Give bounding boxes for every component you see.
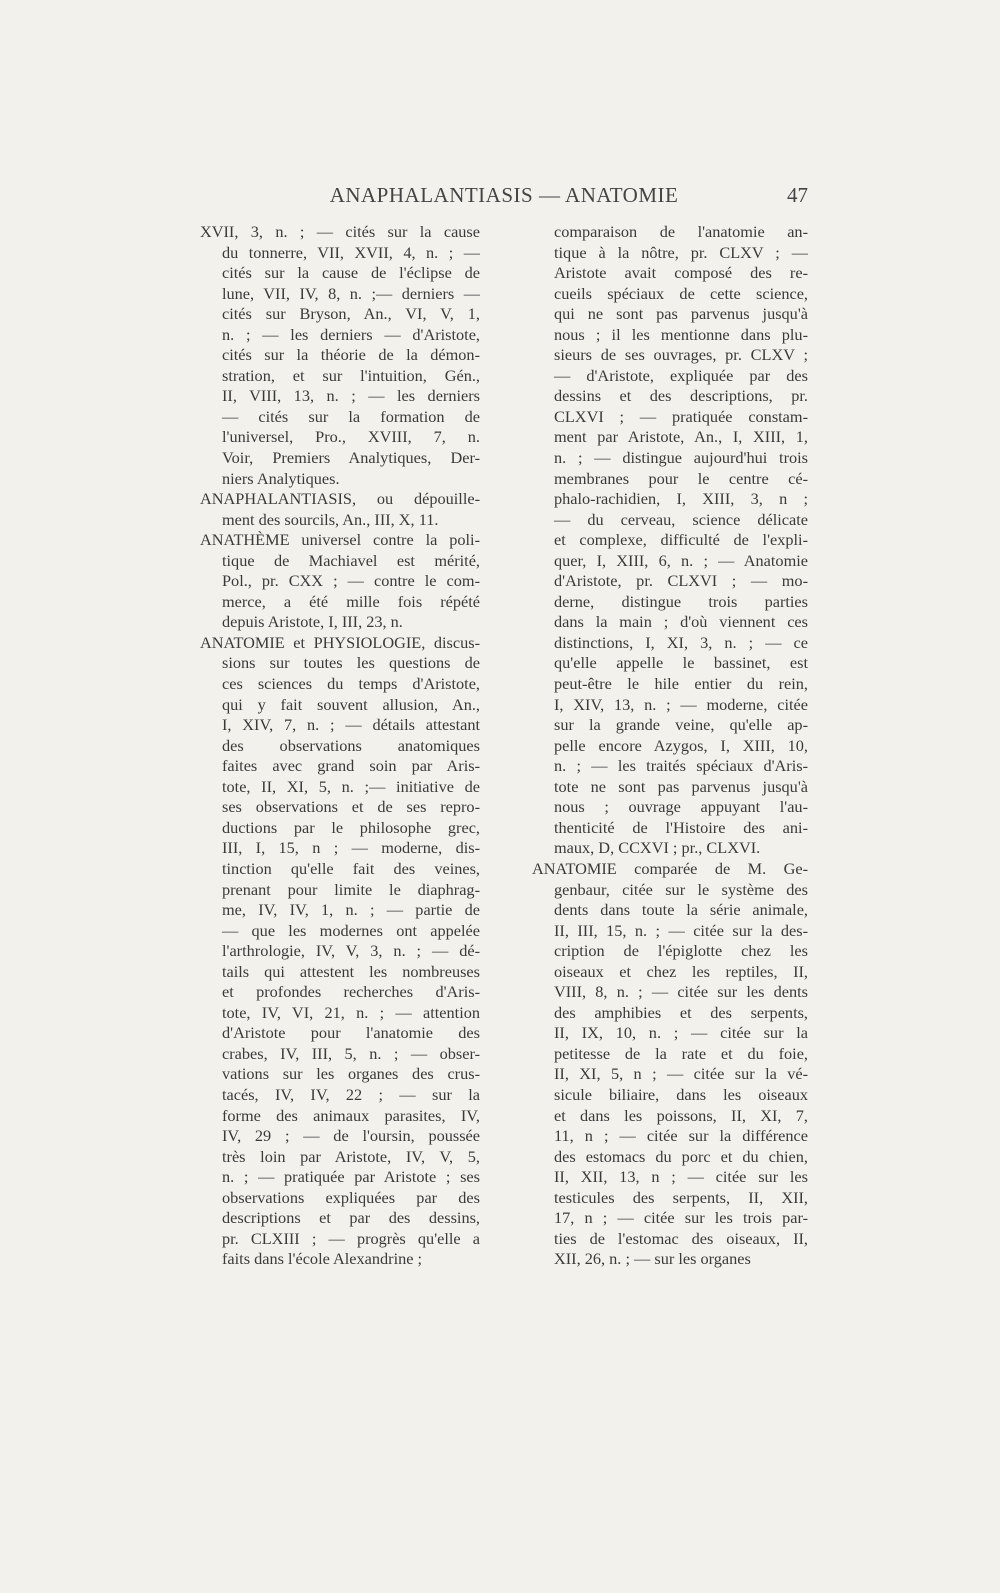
index-line: tinction qu'elle fait des veines, (222, 858, 480, 878)
index-line: des amphibies et des serpents, (554, 1002, 808, 1022)
index-line: XII, 26, n. ; — sur les organes (554, 1249, 751, 1269)
index-line: d'Aristote, pr. CLXVI ; — mo- (554, 571, 808, 591)
index-line: ces sciences du temps d'Aristote, (222, 674, 480, 694)
index-line: dans la main ; d'où viennent ces (554, 612, 808, 632)
index-line: Pol., pr. CXX ; — contre le com- (222, 571, 480, 591)
index-line: merce, a été mille fois répété (222, 591, 480, 611)
index-line: lune, VII, IV, 8, n. ;— derniers — (222, 283, 480, 303)
index-line: cription de l'épiglotte chez les (554, 941, 808, 961)
index-line: des estomacs du porc et du chien, (554, 1146, 808, 1166)
index-line: tote, II, XI, 5, n. ;— initiative de (222, 776, 480, 796)
index-line: tote, IV, VI, 21, n. ; — attention (222, 1002, 480, 1022)
index-line: me, IV, IV, 1, n. ; — partie de (222, 900, 480, 920)
index-line: l'universel, Pro., XVIII, 7, n. (222, 427, 480, 447)
index-line: phalo-rachidien, I, XIII, 3, n ; (554, 489, 808, 509)
index-line: forme des animaux parasites, IV, (222, 1105, 480, 1125)
index-line: cités sur la théorie de la démon- (222, 345, 480, 365)
index-line: distinctions, I, XI, 3, n. ; — ce (554, 632, 808, 652)
index-line: faits dans l'école Alexandrine ; (222, 1249, 423, 1269)
index-line: II, III, 15, n. ; — citée sur la des- (554, 920, 808, 940)
index-line: qui ne sont pas parvenus jusqu'à (554, 304, 808, 324)
index-line: pelle encore Azygos, I, XIII, 10, (554, 735, 808, 755)
index-line: ductions par le philosophe grec, (222, 817, 480, 837)
page-number: 47 (787, 183, 808, 207)
index-line: du tonnerre, VII, XVII, 4, n. ; — (222, 242, 480, 262)
index-line: II, VIII, 13, n. ; — les derniers (222, 386, 480, 406)
index-line: 11, n ; — citée sur la différence (554, 1126, 808, 1146)
index-line: niers Analytiques. (222, 468, 340, 488)
index-line: qu'elle appelle le bassinet, est (554, 653, 808, 673)
index-line: faites avec grand soin par Aris- (222, 756, 480, 776)
index-line: très loin par Aristote, IV, V, 5, (222, 1146, 480, 1166)
index-line: cueils spéciaux de cette science, (554, 283, 808, 303)
index-line: descriptions et par des dessins, (222, 1208, 480, 1228)
index-line: d'Aristote pour l'anatomie des (222, 1023, 480, 1043)
index-line: IV, 29 ; — de l'oursin, poussée (222, 1126, 480, 1146)
index-line: sions sur toutes les questions de (222, 653, 480, 673)
index-line: ANATOMIE comparée de M. Ge- (532, 858, 808, 878)
index-line: stration, et sur l'intuition, Gén., (222, 365, 480, 385)
index-line: oiseaux et chez les reptiles, II, (554, 961, 808, 981)
index-line: XVII, 3, n. ; — cités sur la cause (200, 222, 480, 241)
index-line: pr. CLXIII ; — progrès qu'elle a (222, 1228, 480, 1248)
index-line: petitesse de la rate et du foie, (554, 1043, 808, 1063)
index-line: — que les modernes ont appelée (222, 920, 480, 940)
index-line: et profondes recherches d'Aris- (222, 982, 480, 1002)
index-line: thenticité de l'Histoire des ani- (554, 817, 808, 837)
index-line: comparaison de l'anatomie an- (554, 222, 808, 241)
index-line: ses observations et de ses repro- (222, 797, 480, 817)
index-line: ANATHÈME universel contre la poli- (200, 530, 480, 550)
index-line: crabes, IV, III, 5, n. ; — obser- (222, 1043, 480, 1063)
index-line: depuis Aristote, I, III, 23, n. (222, 612, 403, 632)
index-line: III, I, 15, n ; — moderne, dis- (222, 838, 480, 858)
index-line: I, XIV, 13, n. ; — moderne, citée (554, 694, 808, 714)
index-line: VIII, 8, n. ; — citée sur les dents (554, 982, 808, 1002)
index-line: n. ; — les derniers — d'Aristote, (222, 324, 480, 344)
index-line: ties de l'estomac des oiseaux, II, (554, 1228, 808, 1248)
index-line: sicule biliaire, dans les oiseaux (554, 1084, 808, 1104)
index-line: II, XII, 13, n ; — citée sur les (554, 1167, 808, 1187)
index-line: ANATOMIE et PHYSIOLOGIE, discus- (200, 632, 480, 652)
index-line: cités sur Bryson, An., VI, V, 1, (222, 304, 480, 324)
index-line: dents dans toute la série animale, (554, 900, 808, 920)
index-line: — d'Aristote, expliquée par des (554, 365, 808, 385)
index-line: ment des sourcils, An., III, X, 11. (222, 509, 439, 529)
left-column (200, 222, 480, 1270)
index-line: tique à la nôtre, pr. CLXV ; — (554, 242, 808, 262)
index-line: sur la grande veine, qu'elle ap- (554, 715, 808, 735)
index-line: genbaur, citée sur le système des (554, 879, 808, 899)
index-line: CLXVI ; — pratiquée constam- (554, 406, 808, 426)
index-line: tique de Machiavel est mérité, (222, 550, 480, 570)
index-line: I, XIV, 7, n. ; — détails attestant (222, 715, 480, 735)
index-line: n. ; — pratiquée par Aristote ; ses (222, 1167, 480, 1187)
index-line: n. ; — distingue aujourd'hui trois (554, 448, 808, 468)
index-line: Voir, Premiers Analytiques, Der- (222, 448, 480, 468)
index-line: qui y fait souvent allusion, An., (222, 694, 480, 714)
index-line: et dans les poissons, II, XI, 7, (554, 1105, 808, 1125)
index-line: prenant pour limite le diaphrag- (222, 879, 480, 899)
index-line: nous ; ouvrage appuyant l'au- (554, 797, 808, 817)
index-line: nous ; il les mentionne dans plu- (554, 324, 808, 344)
index-line: et complexe, difficulté de l'expli- (554, 530, 808, 550)
index-line: Aristote avait composé des re- (554, 263, 808, 283)
index-line: observations expliquées par des (222, 1187, 480, 1207)
index-line: vations sur les organes des crus- (222, 1064, 480, 1084)
index-line: ment par Aristote, An., I, XIII, 1, (554, 427, 808, 447)
index-line: testicules des serpents, II, XII, (554, 1187, 808, 1207)
index-line: tote ne sont pas parvenus jusqu'à (554, 776, 808, 796)
index-line: des observations anatomiques (222, 735, 480, 755)
running-header (200, 183, 808, 211)
running-title: ANAPHALANTIASIS — ANATOMIE (329, 183, 679, 207)
index-line: tails qui attestent les nombreuses (222, 961, 480, 981)
index-line: n. ; — les traités spéciaux d'Aris- (554, 756, 808, 776)
index-line: quer, I, XIII, 6, n. ; — Anatomie (554, 550, 808, 570)
index-line: — du cerveau, science délicate (554, 509, 808, 529)
right-column (532, 222, 808, 1270)
index-line: dessins et des descriptions, pr. (554, 386, 808, 406)
index-line: membranes pour le centre cé- (554, 468, 808, 488)
index-line: derne, distingue trois parties (554, 591, 808, 611)
index-line: cités sur la cause de l'éclipse de (222, 263, 480, 283)
index-line: tacés, IV, IV, 22 ; — sur la (222, 1084, 480, 1104)
index-line: sieurs de ses ouvrages, pr. CLXV ; (554, 345, 808, 365)
index-line: II, XI, 5, n ; — citée sur la vé- (554, 1064, 808, 1084)
index-line: ANAPHALANTIASIS, ou dépouille- (200, 489, 480, 509)
index-line: 17, n ; — citée sur les trois par- (554, 1208, 808, 1228)
index-line: II, IX, 10, n. ; — citée sur la (554, 1023, 808, 1043)
index-line: — cités sur la formation de (222, 406, 480, 426)
index-line: peut-être le hile entier du rein, (554, 674, 808, 694)
index-line: l'arthrologie, IV, V, 3, n. ; — dé- (222, 941, 480, 961)
index-line: maux, D, CCXVI ; pr., CLXVI. (554, 838, 761, 858)
